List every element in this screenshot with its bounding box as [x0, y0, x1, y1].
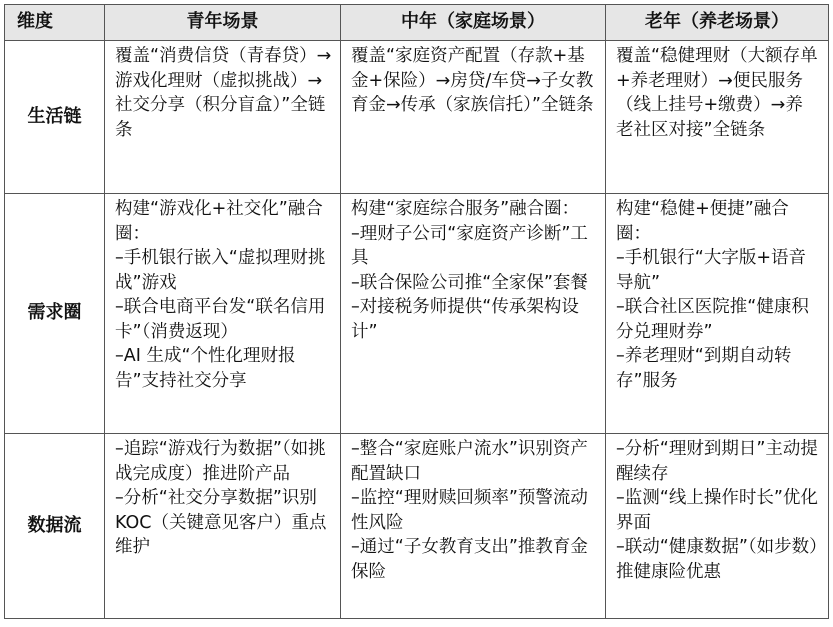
- cell-data-flow-middle: [341, 434, 606, 619]
- cell-text: 构建“稳健+便捷”融合圈：: [616, 199, 789, 244]
- table-row-demand-circle: [5, 194, 829, 434]
- cell-data-flow-elderly: [606, 434, 829, 619]
- header-youth: 青年场景: [105, 5, 341, 41]
- cell-text: 构建“游戏化+社交化”融合圈：: [115, 199, 323, 244]
- row-label-data-flow: 数据流: [5, 434, 105, 619]
- cell-text: 覆盖“稳健理财（大额存单+养老理财）→便民服务（线上挂号+缴费）→养老社区对接”全链条: [616, 46, 818, 140]
- cell-bullet: –监控“理财赎回频率”预警流动性风险: [351, 488, 588, 533]
- table-row-life-chain: [5, 41, 829, 194]
- cell-text: 覆盖“家庭资产配置（存款+基金+保险）→房贷/车贷→子女教育金→传承（家族信托）”全链条: [351, 46, 594, 115]
- cell-bullet: –手机银行嵌入“虚拟理财挑战”游戏: [115, 248, 326, 293]
- cell-data-flow-youth: [105, 434, 341, 619]
- header-elderly: 老年（养老场景）: [606, 5, 829, 41]
- cell-bullet: –监测“线上操作时长”优化界面: [616, 488, 818, 533]
- cell-text: 构建“家庭综合服务”融合圈：: [351, 199, 580, 219]
- table-row-data-flow: [5, 434, 829, 619]
- cell-bullet: –联合保险公司推“全家保”套餐: [351, 272, 588, 293]
- header-dimension: 维度: [5, 5, 105, 41]
- cell-bullet: –分析“理财到期日”主动提醒续存: [616, 439, 818, 484]
- row-label-demand-circle: 需求圈: [5, 194, 105, 434]
- cell-bullet: –手机银行“大字版+语音导航”: [616, 248, 806, 293]
- cell-text: 覆盖“消费信贷（青春贷）→游戏化理财（虚拟挑战）→社交分享（积分盲盒）”全链条: [115, 46, 332, 140]
- cell-bullet: –理财子公司“家庭资产诊断”工具: [351, 223, 588, 268]
- cell-demand-circle-youth: [105, 194, 341, 434]
- row-label-life-chain: 生活链: [5, 41, 105, 194]
- cell-bullet: –整合“家庭账户流水”识别资产配置缺口: [351, 439, 588, 484]
- cell-bullet: –通过“子女教育支出”推教育金保险: [351, 537, 588, 582]
- cell-demand-circle-middle: [341, 194, 606, 434]
- cell-life-chain-middle: [341, 41, 606, 194]
- cell-bullet: –分析“社交分享数据”识别 KOC（关键意见客户）重点维护: [115, 488, 327, 557]
- cell-demand-circle-elderly: [606, 194, 829, 434]
- cell-bullet: –联合电商平台发“联名信用卡”（消费返现）: [115, 297, 326, 342]
- header-middle-age: 中年（家庭场景）: [341, 5, 606, 41]
- comparison-table-wrapper: [4, 4, 828, 619]
- cell-bullet: –联动“健康数据”（如步数）推健康险优惠: [616, 537, 818, 582]
- cell-bullet: –追踪“游戏行为数据”（如挑战完成度）推进阶产品: [115, 439, 326, 484]
- cell-bullet: –AI 生成“个性化理财报告”支持社交分享: [115, 346, 296, 391]
- cell-life-chain-elderly: [606, 41, 829, 194]
- cell-bullet: –联合社区医院推“健康积分兑理财券”: [616, 297, 809, 342]
- cell-life-chain-youth: [105, 41, 341, 194]
- header-row: [5, 5, 829, 41]
- cell-bullet: –对接税务师提供“传承架构设计”: [351, 297, 579, 342]
- cell-bullet: –养老理财“到期自动转存”服务: [616, 346, 792, 391]
- life-stage-comparison-table: [4, 4, 829, 619]
